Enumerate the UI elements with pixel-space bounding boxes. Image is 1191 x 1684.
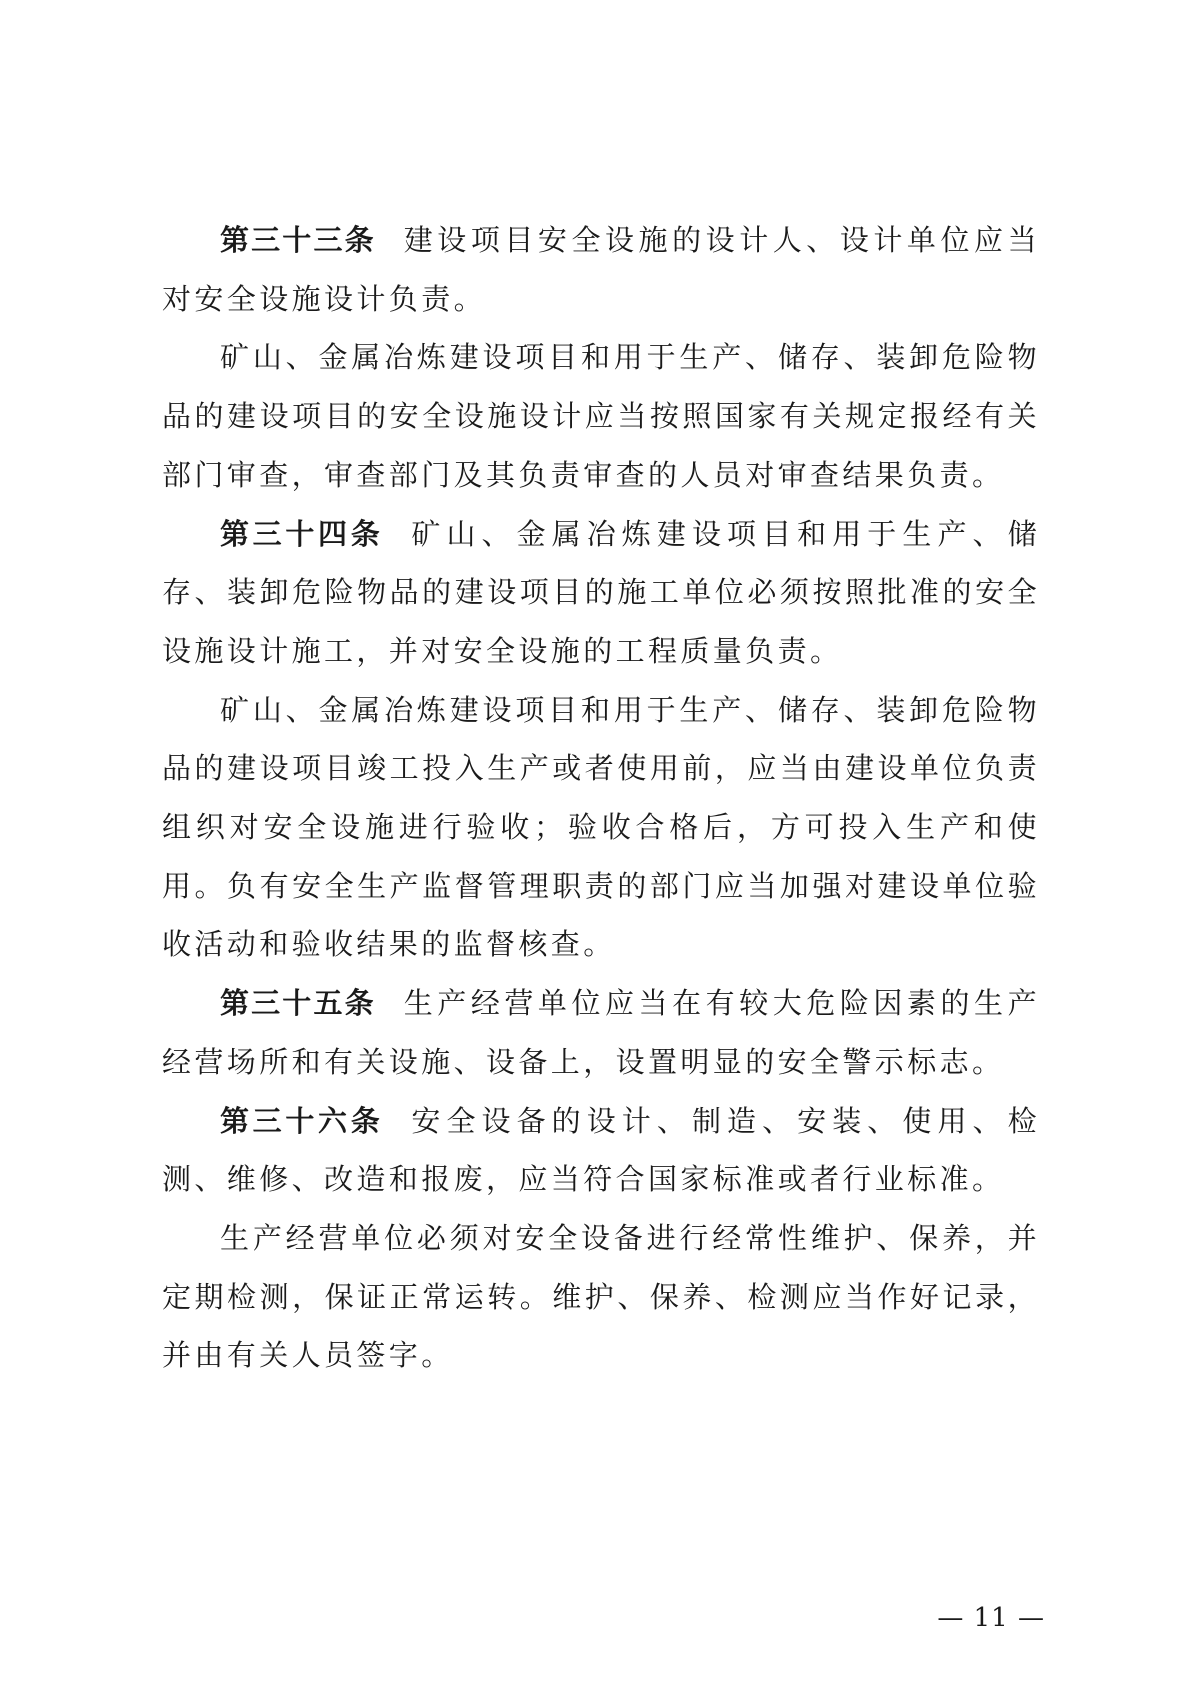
article-35-text: 生产经营单位应当在有较大危险因素的生产经营场所和有关设施、设备上，设置明显的安全警示标志。 [162,986,1040,1079]
article-33-clause-2 [162,328,1040,504]
article-36-clause-2 [162,1209,1040,1385]
article-33-text: 建设项目安全设施的设计人、设计单位应当对安全设施设计负责。 [162,223,1040,316]
article-35-paragraph [162,974,1040,1091]
article-36-heading: 第三十六条 [220,1103,384,1138]
article-36-text: 安全设备的设计、制造、安装、使用、检测、维修、改造和报废，应当符合国家标准或者行业标准。 [162,1103,1040,1197]
article-34-heading: 第三十四条 [220,516,384,551]
article-36-paragraph [162,1092,1040,1209]
page-number: — 11 — [937,1603,1045,1633]
document-body [162,211,1040,1385]
article-35-heading: 第三十五条 [220,986,376,1021]
article-34-clause-2-text: 矿山、金属冶炼建设项目和用于生产、储存、装卸危险物品的建设项目竣工投入生产或者使用前，应当由建设单位负责组织对安全设施进行验收；验收合格后，方可投入生产和使用。负有安全生产监督管理职责的部门应当加强对建设单位验收活动和验收结果的监督核查。 [162,692,1040,962]
article-33-heading: 第三十三条 [220,223,376,257]
article-34-paragraph [162,505,1040,681]
article-33-paragraph [162,211,1040,328]
article-33-clause-2-text: 矿山、金属冶炼建设项目和用于生产、储存、装卸危险物品的建设项目的安全设施设计应当按照国家有关规定报经有关部门审查，审查部门及其负责审查的人员对审查结果负责。 [162,340,1040,492]
article-34-clause-2 [162,681,1040,975]
article-34-text: 矿山、金属冶炼建设项目和用于生产、储存、装卸危险物品的建设项目的施工单位必须按照批准的安全设施设计施工，并对安全设施的工程质量负责。 [162,516,1040,668]
article-36-clause-2-text: 生产经营单位必须对安全设备进行经常性维护、保养，并定期检测，保证正常运转。维护、保养、检测应当作好记录，并由有关人员签字。 [162,1220,1040,1373]
